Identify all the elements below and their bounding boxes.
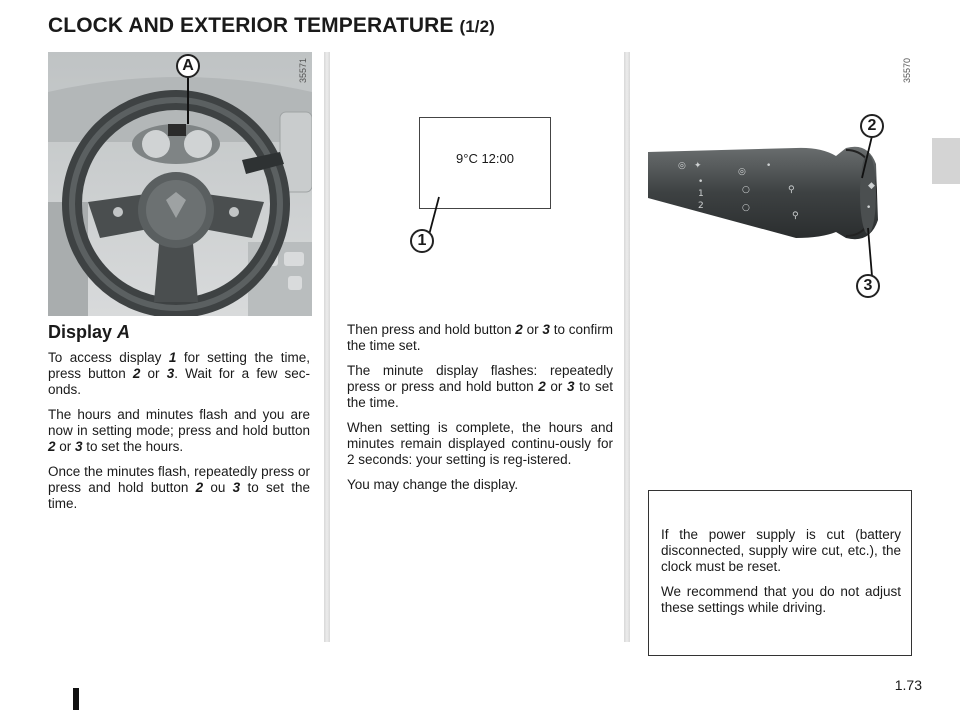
page-title [48, 14, 495, 38]
paragraph: The hours and minutes flash and you are now in setting mode; press and hold button 2 or 3 to set the hours. [48, 407, 310, 454]
figure-reference-number: 35571 [298, 58, 308, 84]
svg-text:•: • [766, 161, 772, 171]
svg-text:⚲: ⚲ [788, 185, 795, 195]
steering-wheel-illustration [48, 52, 312, 316]
note-paragraph: If the power supply is cut (battery disconnected, supply wire cut, etc.), the clock must be reset. [661, 527, 901, 574]
svg-text:○: ○ [742, 185, 750, 195]
display-readout: 9°C 12:00 [456, 151, 514, 166]
figure-reference-number: 35570 [902, 58, 912, 84]
paragraph: Once the minutes flash, repeatedly press or press and hold button 2 ou 3 to set the time. [48, 464, 310, 511]
left-column-text [48, 350, 310, 521]
column-divider-left [324, 52, 330, 642]
callout-1: 1 [410, 229, 434, 253]
svg-text:2: 2 [698, 201, 704, 211]
callout-3: 3 [856, 274, 880, 298]
display-heading-variable: A [117, 322, 131, 342]
callout-a: A [176, 54, 200, 78]
svg-text:◎: ◎ [738, 167, 746, 177]
svg-text:•: • [866, 203, 872, 213]
svg-text:1: 1 [698, 189, 704, 199]
middle-column-text [347, 322, 613, 502]
callout-2: 2 [860, 114, 884, 138]
stalk-illustration [646, 52, 916, 312]
page-number: 1.73 [894, 677, 922, 693]
paragraph: When setting is complete, the hours and minutes remain displayed continu-ously for 2 seconds: your setting is reg-istered. [347, 420, 613, 467]
wiper-stalk-drawing [646, 52, 916, 312]
chapter-tab [932, 138, 960, 184]
note-box [648, 490, 912, 656]
paragraph: The minute display flashes: repeatedly press or press and hold button 2 or 3 to set the time. [347, 363, 613, 410]
svg-text:•: • [698, 177, 704, 187]
svg-text:◎: ◎ [678, 161, 686, 171]
svg-text:⚲: ⚲ [792, 211, 799, 221]
paragraph: To access display 1 for setting the time, press button 2 or 3. Wait for a few sec-onds. [48, 350, 310, 397]
footer-mark [73, 688, 79, 710]
svg-text:○: ○ [742, 203, 750, 213]
note-paragraph: We recommend that you do not adjust these settings while driving. [661, 584, 901, 615]
svg-text:✦: ✦ [694, 161, 702, 171]
svg-text:◆: ◆ [868, 181, 875, 191]
page-title-text: CLOCK AND EXTERIOR TEMPERATURE [48, 14, 454, 37]
display-heading [48, 322, 130, 343]
steering-wheel-drawing [48, 52, 312, 316]
note-text [661, 527, 901, 616]
paragraph: You may change the display. [347, 477, 519, 492]
paragraph: Then press and hold button 2 or 3 to confirm the time set. [347, 322, 613, 353]
page-title-part: (1/2) [459, 17, 495, 36]
display-heading-text: Display [48, 322, 113, 342]
column-divider-right [624, 52, 630, 642]
